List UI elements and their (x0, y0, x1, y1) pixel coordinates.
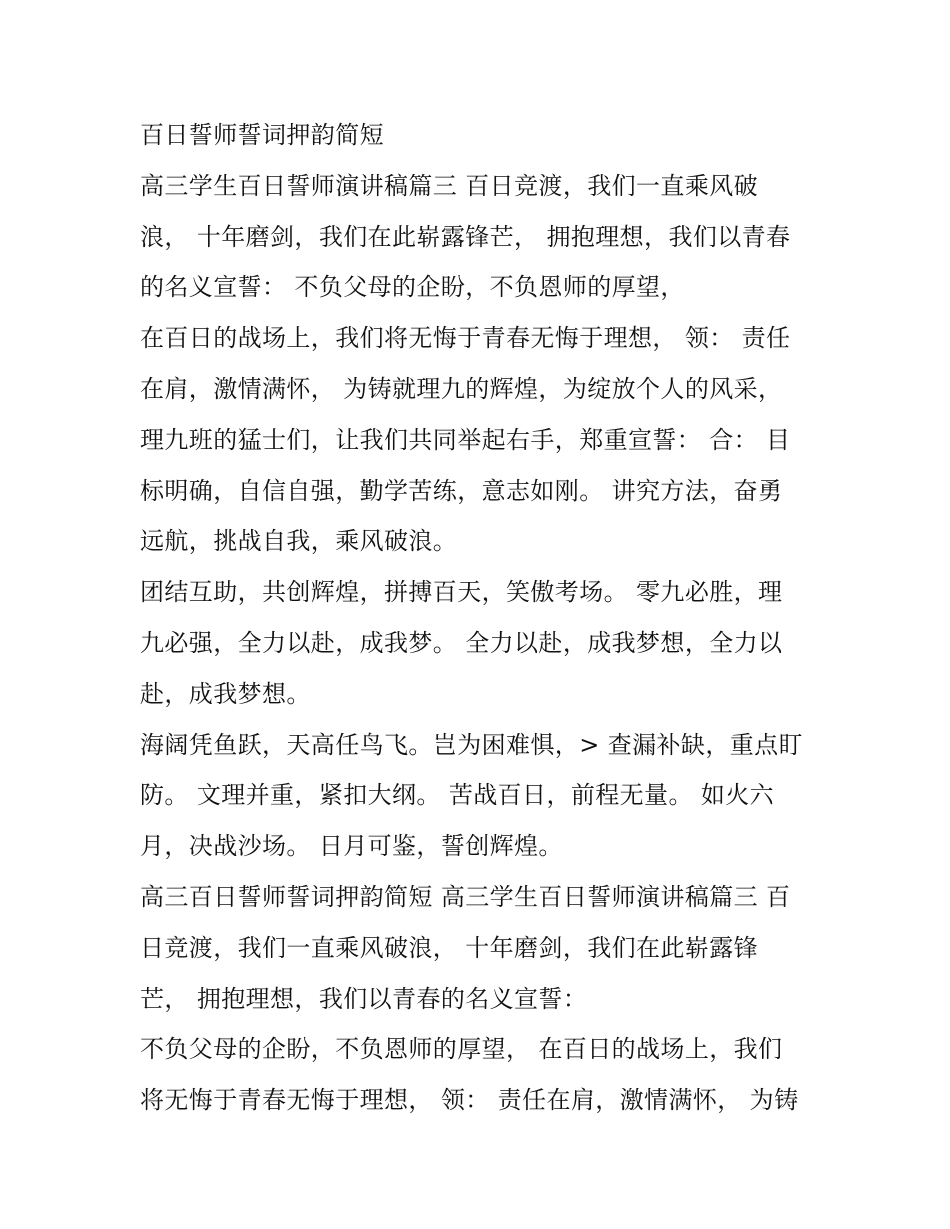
text-line: 高三学生百日誓师演讲稿篇三 百日竞渡，我们一直乘风破 (140, 171, 759, 200)
document-body (140, 110, 820, 1126)
text-line: 标明确，自信自强，勤学苦练，意志如刚。 讲究方法，奋勇 (140, 476, 783, 505)
text-line: 芒， 拥抱理想，我们以青春的名义宣誓： (140, 984, 588, 1013)
text-line: 赴，成我梦想。 (140, 679, 311, 708)
document-title: 百日誓师誓词押韵简短 (140, 121, 384, 149)
text-line: 防。 文理并重，紧扣大纲。 苦战百日，前程无量。 如火六 (140, 781, 775, 810)
text-line: 远航，挑战自我，乘风破浪。 (140, 527, 458, 556)
text-line: 浪， 十年磨剑，我们在此崭露锋芒， 拥抱理想，我们以青春 (140, 222, 791, 251)
text-line: 团结互助，共创辉煌，拼搏百天，笑傲考场。 零九必胜，理 (140, 578, 783, 607)
text-line: 九必强，全力以赴，成我梦。 全力以赴，成我梦想，全力以 (140, 628, 783, 657)
text-line: 月，决战沙场。 日月可鉴，誓创辉煌。 (140, 832, 563, 861)
text-line: 海阔凭鱼跃，天高任鸟飞。岂为困难惧，> 查漏补缺，重点盯 (140, 730, 803, 759)
text-line: 不负父母的企盼，不负恩师的厚望， 在百日的战场上，我们 (140, 1035, 783, 1064)
text-line: 将无悔于青春无悔于理想， 领： 责任在肩，激情满怀， 为铸 (140, 1086, 799, 1115)
text-line: 高三百日誓师誓词押韵简短 高三学生百日誓师演讲稿篇三 百 (140, 882, 791, 911)
text-line: 理九班的猛士们，让我们共同举起右手，郑重宣誓： 合： 目 (140, 425, 791, 454)
text-line: 在肩，激情满怀， 为铸就理九的辉煌，为绽放个人的风采， (140, 374, 783, 403)
text-line: 在百日的战场上，我们将无悔于青春无悔于理想， 领： 责任 (140, 324, 791, 353)
text-line: 的名义宣誓： 不负父母的企盼，不负恩师的厚望， (140, 273, 685, 302)
text-line: 日竞渡，我们一直乘风破浪， 十年磨剑，我们在此崭露锋 (140, 933, 759, 962)
